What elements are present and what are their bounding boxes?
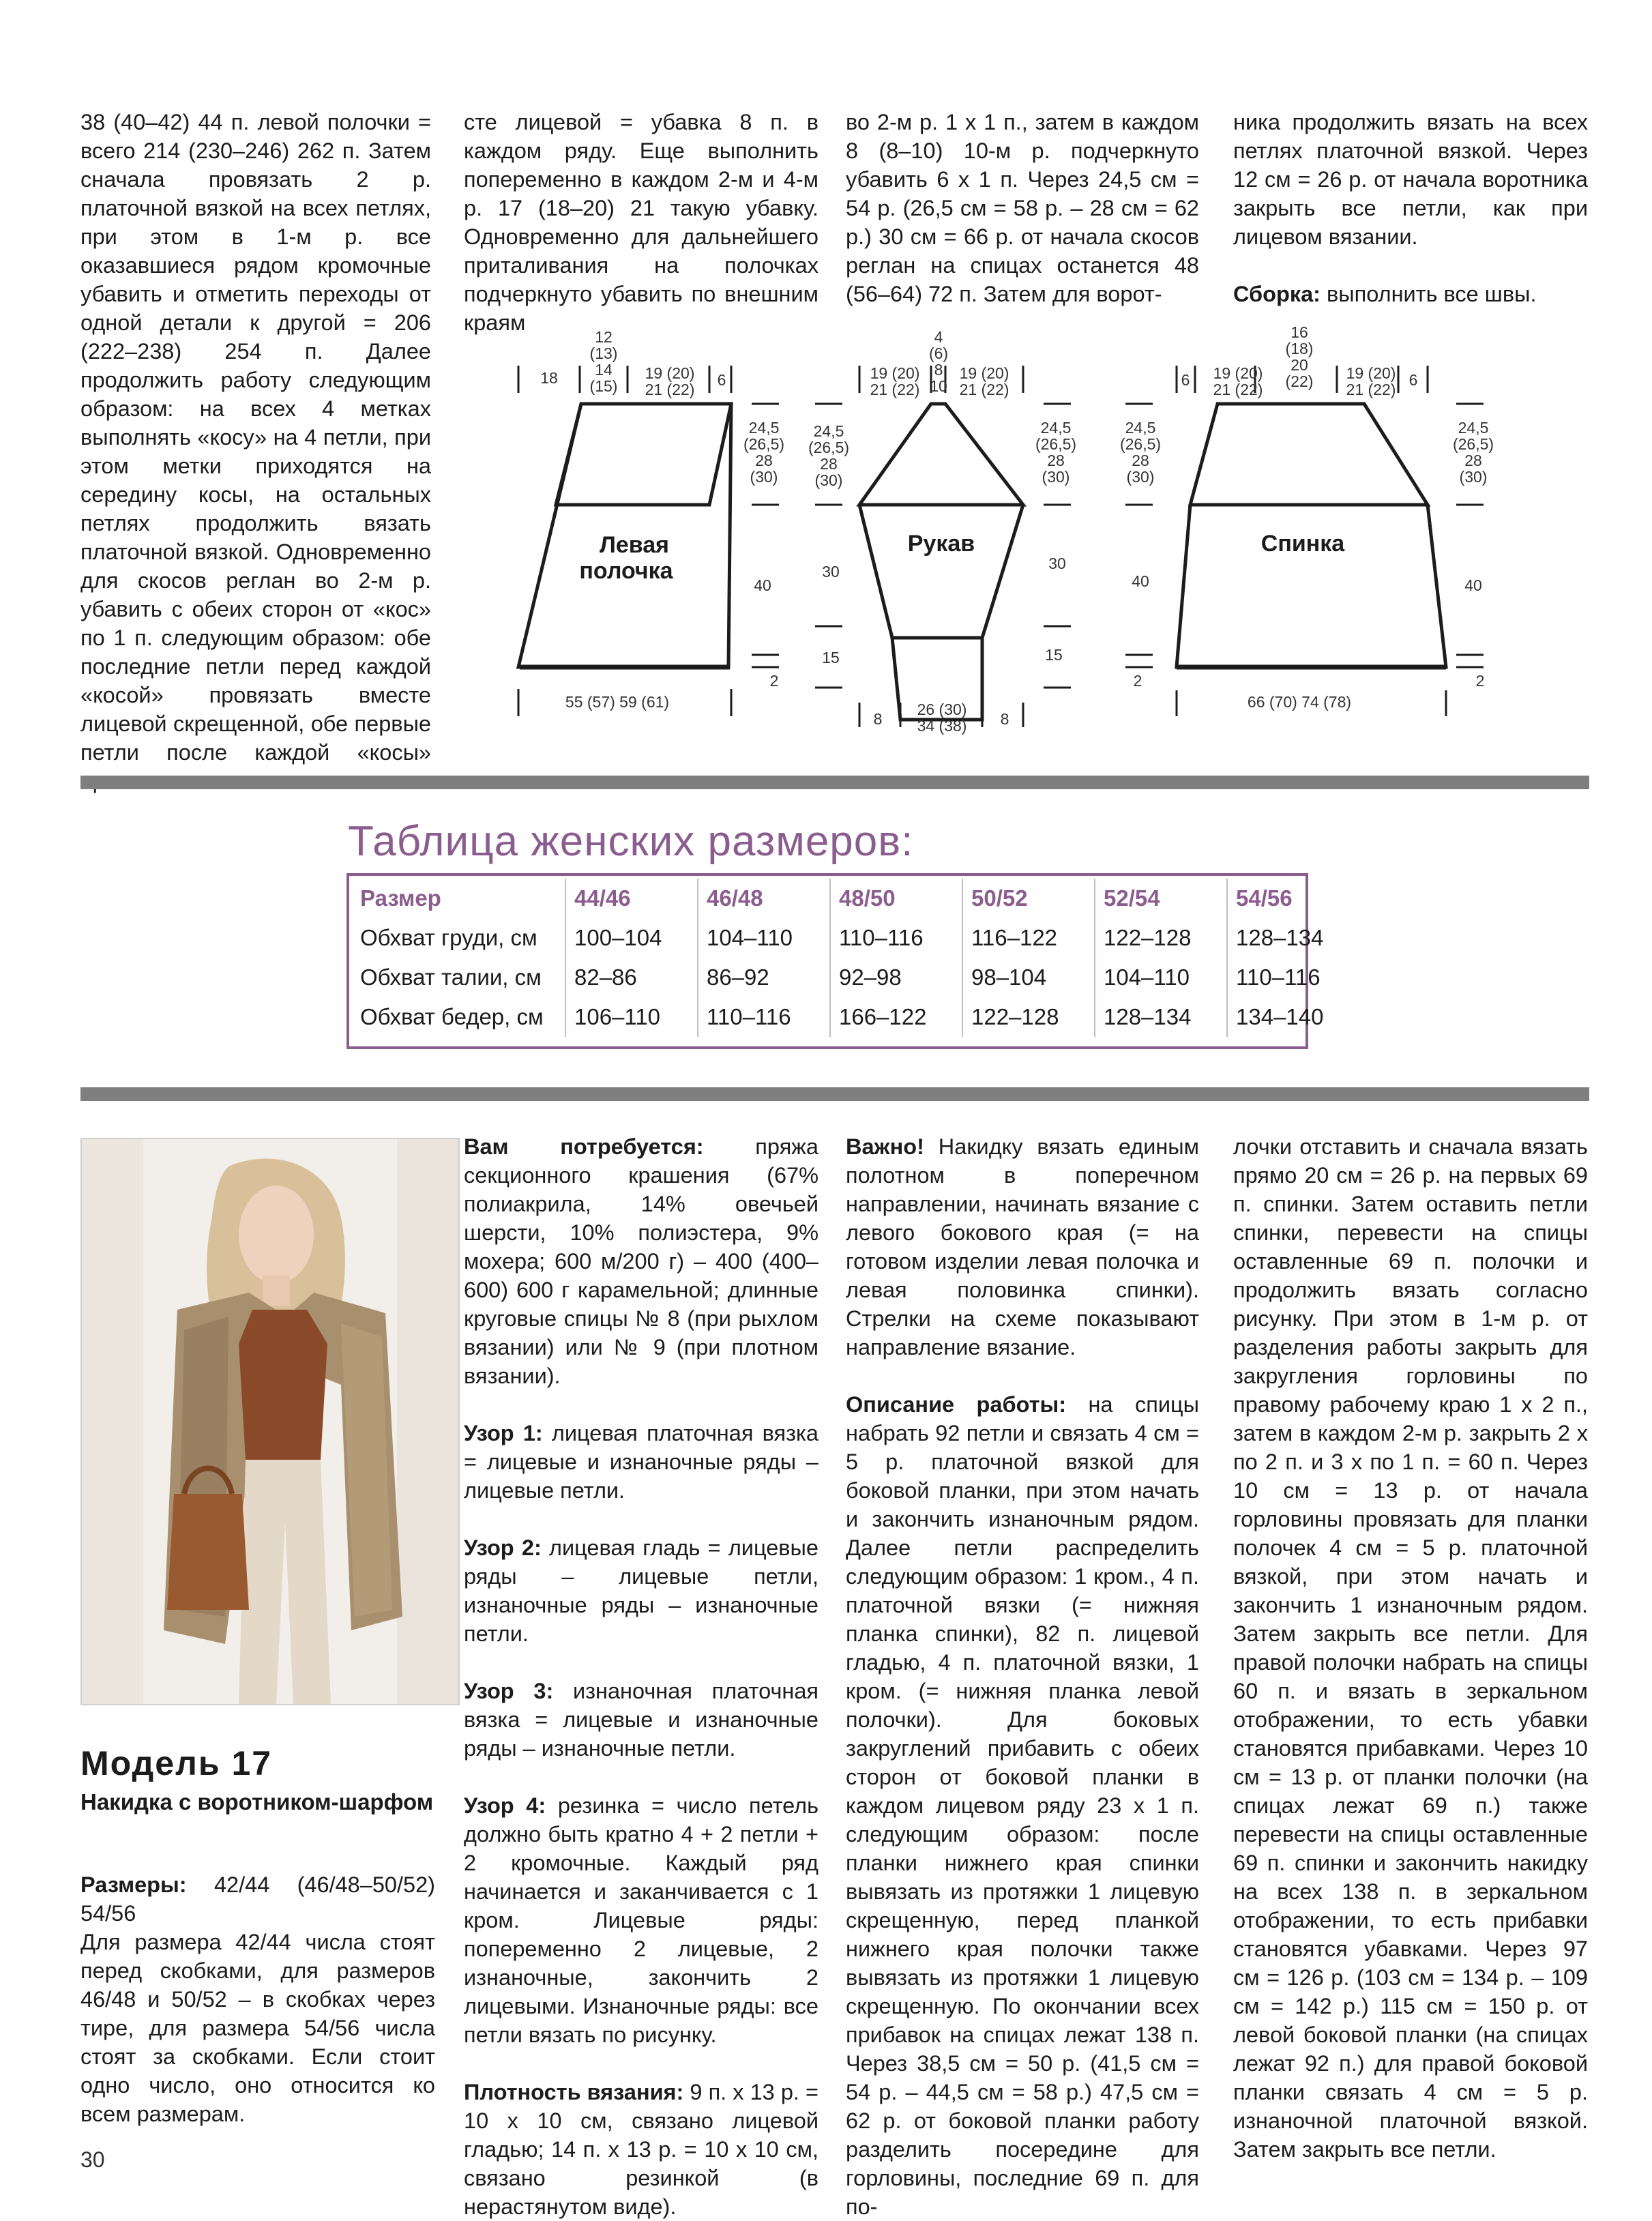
sl-left-up-1: 24,5 xyxy=(813,422,844,440)
bk-top-mid-2: (18) xyxy=(1285,340,1314,357)
bk-left-up-3: 28 xyxy=(1132,452,1149,469)
paragraph-label: Вам потребуется: xyxy=(464,1134,704,1159)
lf-top-mid-1: 19 (20) xyxy=(645,364,695,382)
table-cell: Обхват груди, см xyxy=(360,925,537,950)
paragraph-text: на спицы набрать 92 петли и связать 4 см = 5 р. платочной вязкой для боковой планки, при этом начать и закончить изнаночным рядом. Далее петли распределить следующим образом: 1 кром., 4 п. платочной вязки (= нижняя планка спинки), 82 п. лицевой гладью, 4 п. платочной вязки, 1 кром. (= нижняя планка левой полочки). Для боковых закруглений прибавить с обеих сторон от боковой планки в каждом лицевом ряду 23 х 1 п. следующим образом: после планки нижнего края спинки вывязать из протяжки 1 лицевую скрещенную, перед планкой нижнего края полочки также вывязать из протяжки 1 лицевую скрещенную. По окончании всех прибавок на спицах лежат 138 п. Через 38,5 см = 50 р. (41,5 см = 54 р. – 44,5 см = 58 р.) 47,5 см = 62 р. от боковой планки работу разделить посередине для горловины, последние 69 п. для по- xyxy=(846,1392,1199,2219)
lf-top-mid-2: 21 (22) xyxy=(645,381,695,398)
sl-right-up-1: 24,5 xyxy=(1040,419,1072,437)
paragraph-text: лицевая гладь = лицевые ряды – лицевые петли, изнаночные ряды – изнаночные петли. xyxy=(464,1535,818,1646)
assembly-text: выполнить все швы. xyxy=(1321,282,1537,306)
lf-right-up-1: 24,5 xyxy=(748,419,780,437)
sl-left-up-2: (26,5) xyxy=(808,439,850,456)
bk-left-band: 2 xyxy=(1133,672,1142,690)
sl-left-up-3: 28 xyxy=(820,455,838,473)
lf-bottom: 55 (57) 59 (61) xyxy=(565,693,670,711)
size-table-header-cell: 52/54 xyxy=(1095,879,1227,918)
table-cell: 104–110 xyxy=(1095,958,1227,997)
top-col-2-text: сте лицевой = убавка 8 п. в каждом ряду. Еще выполнить попеременно в каждом 2-м и 4-м р. 17 (18–20) 21 такую убавку. Одновременно для дальнейшего приталивания на полочках подчеркнуто убавить по внешним краям xyxy=(464,110,818,335)
paragraph-label: Узор 4: xyxy=(464,1793,546,1818)
model-photo-illustration xyxy=(82,1139,458,1704)
sl-top-mid-2: (6) xyxy=(928,344,949,362)
top-col-4-text: ника продолжить вязать на всех петлях платочной вязкой. Через 12 см = 26 р. от начала воротника закрыть все петли, как при лицевом вязании. xyxy=(1233,110,1588,249)
table-cell: 122–128 xyxy=(1095,918,1227,958)
table-cell: 100–104 xyxy=(565,918,698,958)
size-table-header-cell: 46/48 xyxy=(698,879,830,918)
bk-right-up-1: 24,5 xyxy=(1458,419,1489,437)
bottom-paragraph xyxy=(464,1533,818,1648)
sizes-label: Размеры: xyxy=(80,1872,187,1897)
paragraph-text: резинка = число петель должно быть кратно 4 + 2 петли + 2 кромочные. Каждый ряд начинается и заканчивается с 1 кром. Лицевые ряды: попеременно 2 лицевые, 2 изнаночные, закончить 2 лицевыми. Изнаночные ряды: все петли вязать по рисунку. xyxy=(464,1793,818,2047)
bottom-paragraph xyxy=(464,1132,818,1390)
bk-top-mid-1: 16 xyxy=(1290,323,1308,341)
bk-left-up-1: 24,5 xyxy=(1125,419,1156,437)
bk-right-band: 2 xyxy=(1475,672,1485,690)
paragraph-text: пряжа секционного крашения (67% полиакрила, 14% овечьей шерсти, 10% полиэстера, 9% мохера; 600 м/200 г) – 400 (400–600) 600 г карамельной; длинные круговые спицы № 8 (при рыхлом вязании) или № 9 (при плотном вязании). xyxy=(464,1134,818,1388)
left-front-label-1: Левая xyxy=(600,532,669,558)
sl-right-mid: 30 xyxy=(1048,555,1066,572)
lf-top-neck-3: 14 xyxy=(595,361,613,379)
paragraph-label: Узор 3: xyxy=(464,1679,554,1703)
paragraph-text: изнаночная платочная вязка = лицевые и изнаночные ряды – изнаночные петли. xyxy=(464,1679,818,1761)
table-cell: 166–122 xyxy=(830,997,962,1037)
sl-right-up-2: (26,5) xyxy=(1035,435,1077,453)
bk-left-up-4: (30) xyxy=(1126,468,1155,486)
table-cell: 110–116 xyxy=(1227,958,1359,997)
model-title: Модель 17 xyxy=(80,1744,273,1782)
bk-top-mid-3: 20 xyxy=(1290,356,1308,374)
paragraph-label: Описание работы: xyxy=(846,1392,1067,1417)
paragraph-text: Накидку вязать единым полотном в поперечном направлении, начинать вязание с левого бокового края (= на готовом изделии левая полочка и левая половинка спинки). Стрелки на схеме показывают направление вязание. xyxy=(846,1134,1199,1359)
bottom-col-4-text: лочки отставить и сначала вязать прямо 20 см = 26 р. на первых 69 п. спинки. Затем оставить петли спинки, перевести на спицы оставленные 69 п. полочки и продолжить вязать согласно рисунку. При этом в 1-м р. от разделения работы закрыть для закругления горловины по правому рабочему краю 1 х 2 п., затем в каждом 2-м р. закрыть 2 х по 2 п. и 3 х по 1 п. = 60 п. Через 10 см = 13 р. от начала горловины провязать для планки полочек 4 см = 5 р. платочной вязкой, при этом начать и закончить 1 изнаночным рядом. Затем закрыть все петли. Для правой полочки набрать на спицы 60 п. и вязать в зеркальном отображении, то есть убавки становятся прибавками. Через 10 см = 13 р. от планки полочки (на спицах лежат 69 п.) также перевести на спицы оставленные 69 п. спинки и закончить накидку на всех 138 п. в зеркальном отображении, то есть прибавки становятся убавками. Через 97 см = 126 р. (103 см = 134 р. – 109 см = 142 р.) 115 см = 150 р. от левой боковой планки (на спицах лежат 92 п.) для правой боковой планки связать 4 см = 5 р. изнаночной платочной вязкой. Затем закрыть все петли. xyxy=(1233,1134,1588,2162)
sizes-paragraph xyxy=(80,1870,435,1928)
size-table-header-cell: 44/46 xyxy=(565,879,698,918)
table-cell: 110–116 xyxy=(698,997,830,1037)
model-sizes-block xyxy=(80,1870,435,2128)
size-table xyxy=(355,879,1359,1037)
top-col-1-text: 38 (40–42) 44 п. левой полочки = всего 214 (230–246) 262 п. Затем сначала провязать 2 р. платочной вязкой на всех петлях, при этом в 1-м р. все оказавшиеся рядом кромочные убавить и отметить переходы от одной детали к другой = 206 (222–238) 254 п. Далее продолжить работу следующим образом: на всех 4 метках выполнять «косу» на 4 петли, при этом метки приходятся на середину косы, на остальных петлях продолжить вязать платочной вязкой. Одновременно для скосов реглан во 2-м р. убавить с обеих сторон от «кос» по 1 п. следующим образом: обе последние петли перед каждой «косой» провязать вместе лицевой скрещенной, обе первые петли после каждой «косы» xyxy=(80,110,431,765)
bottom-paragraph xyxy=(464,1791,818,2049)
lf-right-up-2: (26,5) xyxy=(743,435,785,453)
lf-right-band: 2 xyxy=(769,672,779,690)
lf-top-left: 18 xyxy=(540,369,558,387)
table-cell: 128–134 xyxy=(1095,997,1227,1037)
sl-top-mid-4: 10 xyxy=(930,377,947,395)
table-cell: Обхват бедер, см xyxy=(360,1004,544,1029)
sl-left-mid: 30 xyxy=(822,563,840,580)
bk-bottom: 66 (70) 74 (78) xyxy=(1247,693,1352,711)
paragraph-label: Важно! xyxy=(846,1134,924,1159)
sl-right-up-3: 28 xyxy=(1047,452,1065,469)
bk-top-r2-1: 19 (20) xyxy=(1346,364,1396,382)
sizes-text: 42/44 (46/48–50/52) 54/56 xyxy=(80,1872,435,1926)
bottom-text-col-4 xyxy=(1233,1132,1588,2164)
table-row xyxy=(355,918,1359,958)
bk-right-up-2: (26,5) xyxy=(1452,435,1494,453)
size-table-title: Таблица женских размеров: xyxy=(348,818,914,865)
table-row xyxy=(355,958,1359,997)
bk-top-l2-2: 21 (22) xyxy=(1213,381,1263,398)
lf-right-lower: 40 xyxy=(754,576,771,594)
paragraph-text: лицевая платочная вязка = лицевые и изнаночные ряды – лицевые петли. xyxy=(464,1421,819,1503)
bottom-paragraph xyxy=(464,2078,818,2221)
model-photo xyxy=(80,1138,460,1705)
sl-right-cuff: 15 xyxy=(1045,646,1063,664)
bk-left-up-2: (26,5) xyxy=(1119,435,1162,453)
size-table-header-cell: 48/50 xyxy=(830,879,962,918)
bottom-paragraph xyxy=(464,1419,818,1505)
bk-left-lower: 40 xyxy=(1132,572,1149,590)
bk-right-lower: 40 xyxy=(1464,576,1482,594)
lf-right-up-4: (30) xyxy=(750,468,778,486)
table-cell: 110–116 xyxy=(830,918,962,958)
table-cell: 92–98 xyxy=(830,958,962,997)
bk-right-up-3: 28 xyxy=(1464,452,1482,469)
bk-top-l2-1: 19 (20) xyxy=(1213,364,1263,382)
sl-bottom-mid-1: 26 (30) xyxy=(917,701,967,718)
table-cell: 82–86 xyxy=(565,958,698,997)
size-table-header-cell: Размер xyxy=(360,885,441,911)
table-row xyxy=(355,997,1359,1037)
bottom-paragraph xyxy=(846,1132,1199,1362)
paragraph-label: Узор 2: xyxy=(464,1535,542,1560)
pattern-diagrams xyxy=(0,0,1652,750)
sl-top-right-1: 19 (20) xyxy=(959,364,1009,382)
table-cell: 106–110 xyxy=(565,997,698,1037)
lf-top-neck-4: (15) xyxy=(589,377,618,395)
bk-top-right: 6 xyxy=(1408,371,1418,389)
sl-left-cuff: 15 xyxy=(822,649,840,666)
lf-top-right: 6 xyxy=(717,371,726,389)
bk-top-left: 6 xyxy=(1181,371,1190,389)
bottom-paragraph xyxy=(846,1390,1199,2221)
bk-right-up-4: (30) xyxy=(1459,468,1488,486)
paragraph-label: Узор 1: xyxy=(464,1421,543,1445)
sl-top-mid-1: 4 xyxy=(934,328,943,346)
sl-left-up-4: (30) xyxy=(814,471,843,489)
page-number: 30 xyxy=(80,2147,105,2172)
lf-right-up-3: 28 xyxy=(755,452,773,469)
table-cell: 104–110 xyxy=(698,918,830,958)
sl-top-left-2: 21 (22) xyxy=(870,381,920,398)
model-subtitle: Накидка с воротником-шарфом xyxy=(80,1789,434,1814)
sl-top-left-1: 19 (20) xyxy=(870,364,920,382)
size-table-header-cell: 50/52 xyxy=(962,879,1095,918)
sl-top-right-2: 21 (22) xyxy=(959,381,1009,398)
sleeve-label: Рукав xyxy=(907,531,975,557)
bottom-text-col-3 xyxy=(846,1132,1199,2221)
size-table-header-cell: 54/56 xyxy=(1227,879,1359,918)
sl-top-mid-3: 8 xyxy=(934,361,943,379)
lf-top-neck-1: 12 xyxy=(595,328,613,346)
sl-right-up-4: (30) xyxy=(1042,468,1070,486)
table-cell: 128–134 xyxy=(1227,918,1359,958)
bk-top-mid-4: (22) xyxy=(1285,372,1314,390)
sl-bottom-mid-2: 34 (38) xyxy=(917,717,967,735)
table-cell: 116–122 xyxy=(962,918,1095,958)
lf-top-neck-2: (13) xyxy=(589,344,618,362)
table-cell: 122–128 xyxy=(962,997,1095,1037)
sizes-note: Для размера 42/44 числа стоят перед скобками, для размеров 46/48 и 50/52 – в скобках через тире, для размера 54/56 числа стоят за скобками. Если стоит одно число, оно относится ко всем размерам. xyxy=(80,1930,435,2126)
bottom-text-col-2 xyxy=(464,1132,818,2221)
divider-bottom xyxy=(80,1087,1589,1101)
left-front-label-2: полочка xyxy=(579,558,673,584)
divider-top xyxy=(80,776,1589,789)
paragraph-text: 9 п. х 13 р. = 10 х 10 см, связано лицевой гладью; 14 п. х 13 р. = 10 х 10 см, связано резинкой (в нерастянутом виде). xyxy=(464,2080,818,2219)
bottom-paragraph xyxy=(464,1677,818,1763)
table-cell: Обхват талии, см xyxy=(360,965,542,990)
back-label: Спинка xyxy=(1260,531,1345,557)
table-cell: 98–104 xyxy=(962,958,1095,997)
sl-bottom-right: 8 xyxy=(1000,710,1009,728)
table-cell: 134–140 xyxy=(1227,997,1359,1037)
size-table-header xyxy=(355,879,1359,918)
assembly-label: Сборка: xyxy=(1233,282,1321,306)
bk-top-r2-2: 21 (22) xyxy=(1346,381,1396,398)
top-col-3-text: во 2-м р. 1 х 1 п., затем в каждом 8 (8–10) 10-м р. подчеркнуто убавить 6 х 1 п. Через 24,5 см = 54 р. (26,5 см = 58 р. – 28 см = 62 р.) 30 см = 66 р. от начала скосов реглан на спицах останется 48 (56–64) 72 п. Затем для ворот- xyxy=(846,110,1199,306)
table-cell: 86–92 xyxy=(698,958,830,997)
paragraph-label: Плотность вязания: xyxy=(464,2080,684,2104)
sl-bottom-left: 8 xyxy=(873,710,883,728)
